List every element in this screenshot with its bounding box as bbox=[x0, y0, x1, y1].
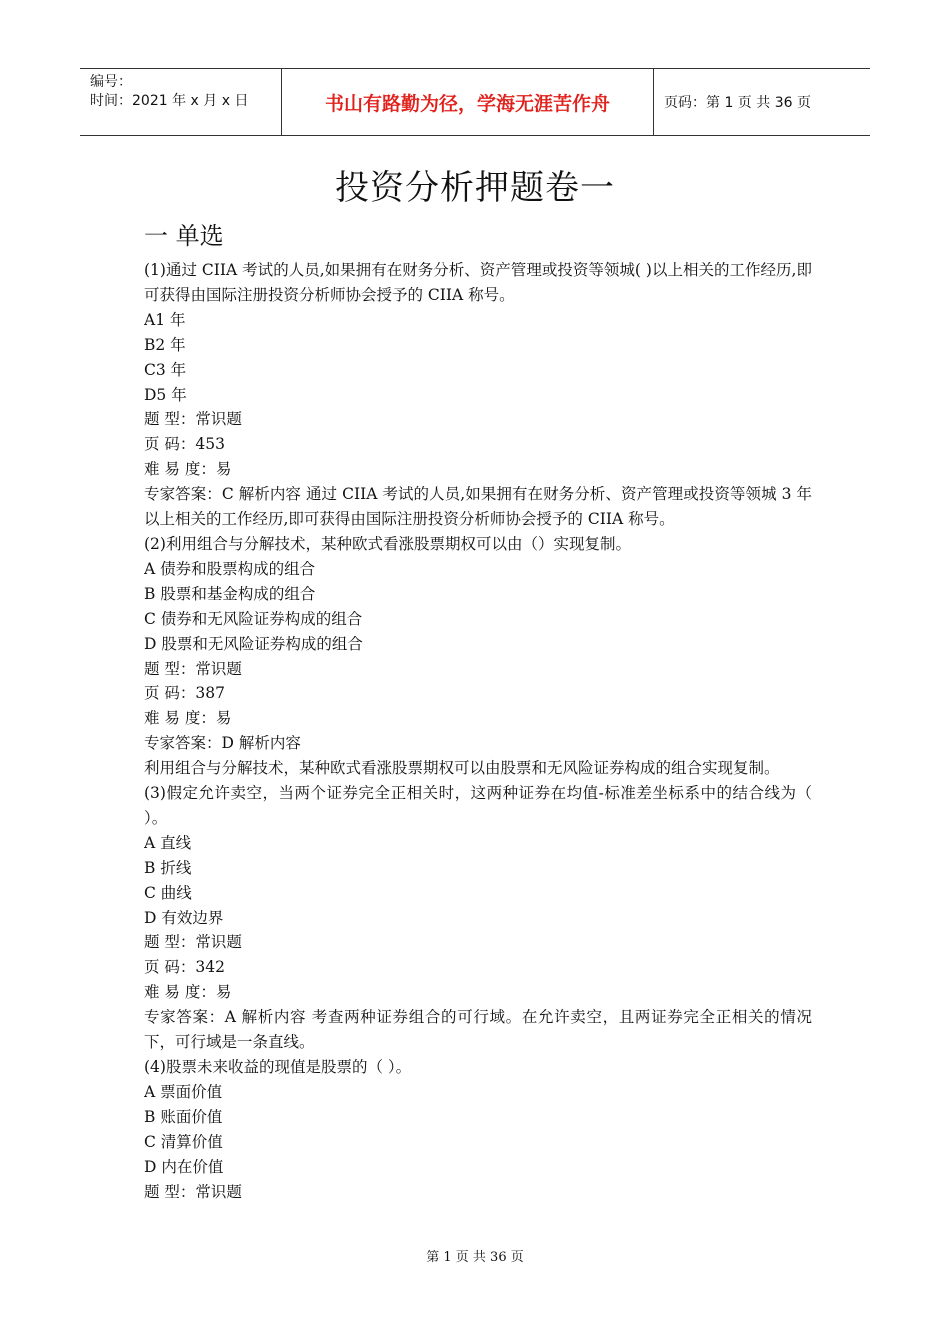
content-line: (2)利用组合与分解技术，某种欧式看涨股票期权可以由（）实现复制。 bbox=[144, 534, 631, 553]
content-line: D5 年 bbox=[144, 385, 187, 404]
content-line: B2 年 bbox=[144, 335, 186, 354]
content-line: 难 易 度：易 bbox=[144, 460, 232, 479]
content-line: (4)股票未来收益的现值是股票的（ ）。 bbox=[144, 1058, 412, 1076]
content-line: C 曲线 bbox=[144, 883, 192, 902]
content-line: A 债券和股票构成的组合 bbox=[144, 559, 316, 578]
question-content bbox=[144, 258, 812, 1204]
time-label: 时间：2021 年 x 月 x 日 bbox=[90, 93, 249, 109]
content-line: 专家答案：A 解析内容 考查两种证券组合的可行域。在允许卖空，且两证券完全正相关的情况下，可行域是一条直线。 bbox=[144, 1008, 812, 1052]
header-page-info: 页码：第 1 页 共 36 页 bbox=[664, 95, 811, 111]
content-line: D 内在价值 bbox=[144, 1157, 224, 1176]
content-line: 题 型：常识题 bbox=[144, 410, 242, 429]
content-line: B 折线 bbox=[144, 858, 192, 877]
section-heading: 一 单选 bbox=[144, 222, 224, 250]
content-line: A 票面价值 bbox=[144, 1082, 223, 1101]
content-line: C 清算价值 bbox=[144, 1132, 223, 1151]
page-footer: 第 1 页 共 36 页 bbox=[426, 1250, 524, 1265]
content-line: (3)假定允许卖空，当两个证券完全正相关时，这两种证券在均值-标准差坐标系中的结合线为（ ）。 bbox=[144, 784, 812, 827]
content-line: 页 码：453 bbox=[144, 435, 226, 454]
document-title: 投资分析押题卷一 bbox=[335, 168, 615, 208]
content-line: B 股票和基金构成的组合 bbox=[144, 584, 316, 603]
content-line: D 有效边界 bbox=[144, 908, 224, 927]
content-line: A 直线 bbox=[144, 833, 192, 852]
content-line: 题 型：常识题 bbox=[144, 933, 242, 952]
header-table bbox=[80, 68, 870, 136]
number-label: 编号： bbox=[90, 74, 132, 90]
content-line: A1 年 bbox=[144, 310, 186, 329]
header-meta bbox=[80, 69, 282, 135]
content-line: C 债券和无风险证券构成的组合 bbox=[144, 609, 363, 628]
content-line: 利用组合与分解技术，某种欧式看涨股票期权可以由股票和无风险证券构成的组合实现复制。 bbox=[144, 759, 780, 778]
content-line: 专家答案：C 解析内容 通过 CIIA 考试的人员,如果拥有在财务分析、资产管理或投资等领城 3 年以上相关的工作经历,即可获得由国际注册投资分析师协会授予的 CIIA 称号。 bbox=[144, 485, 812, 529]
content-line: B 账面价值 bbox=[144, 1107, 223, 1126]
content-line: 题 型：常识题 bbox=[144, 1182, 242, 1201]
content-line: (1)通过 CIIA 考试的人员,如果拥有在财务分析、资产管理或投资等领城( )以上相关的工作经历,即可获得由国际注册投资分析师协会授予的 CIIA 称号。 bbox=[144, 261, 812, 304]
content-line: 题 型：常识题 bbox=[144, 659, 242, 678]
content-line: 页 码：387 bbox=[144, 684, 226, 703]
header-motto: 书山有路勤为径，学海无涯苦作舟 bbox=[282, 69, 654, 135]
content-line: D 股票和无风险证券构成的组合 bbox=[144, 634, 363, 653]
content-line: C3 年 bbox=[144, 360, 187, 379]
content-line: 页 码：342 bbox=[144, 958, 226, 977]
content-line: 专家答案：D 解析内容 bbox=[144, 734, 301, 753]
content-line: 难 易 度：易 bbox=[144, 983, 232, 1002]
content-line: 难 易 度：易 bbox=[144, 709, 232, 728]
